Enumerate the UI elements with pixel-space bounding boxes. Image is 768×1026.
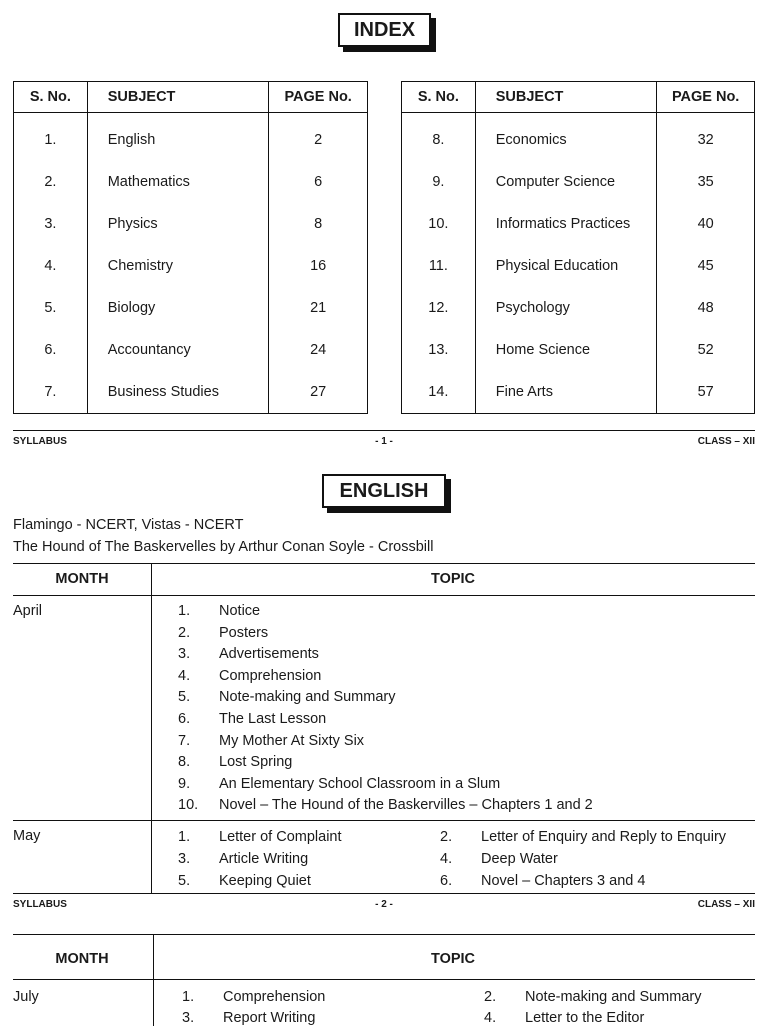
item-number: 5.: [178, 689, 191, 705]
item-text: Comprehension: [219, 668, 322, 684]
item-text: Letter of Complaint: [219, 829, 342, 845]
page-footer: [13, 430, 755, 447]
item-text: Keeping Quiet: [219, 873, 311, 889]
topic-header: TOPIC: [430, 571, 476, 587]
item-text: Note-making and Summary: [219, 689, 396, 705]
index-row: [402, 371, 755, 414]
page-cell: 32: [657, 113, 755, 162]
month-header: MONTH: [55, 571, 109, 587]
item-number: 1.: [178, 829, 191, 845]
item-text: Note-making and Summary: [525, 989, 702, 1005]
month-july: July: [13, 989, 39, 1005]
item-text: Article Writing: [219, 851, 309, 867]
subject-header: SUBJECT: [475, 82, 657, 113]
index-row: [14, 113, 368, 162]
page-footer: [13, 893, 755, 910]
sno-cell: 10.: [402, 203, 476, 245]
sno-cell: 7.: [14, 371, 88, 414]
month-header: MONTH: [55, 951, 109, 967]
index-row: [402, 329, 755, 371]
sno-cell: 3.: [14, 203, 88, 245]
item-text: Novel – The Hound of the Baskervilles – Chapters 1 and 2: [219, 797, 593, 813]
sno-cell: 8.: [402, 113, 476, 162]
page-cell: 24: [269, 329, 368, 371]
item-number: 5.: [178, 873, 191, 889]
page-cell: 35: [657, 161, 755, 203]
item-text: Notice: [219, 603, 261, 619]
page-cell: 2: [269, 113, 368, 162]
page-header: PAGE No.: [269, 82, 368, 113]
column-divider: [153, 934, 154, 1026]
index-row: [14, 245, 368, 287]
footer-class-label: CLASS – XII: [697, 899, 755, 910]
index-row: [14, 329, 368, 371]
item-text: Comprehension: [223, 989, 326, 1005]
index-row: [402, 287, 755, 329]
english-schedule-table: [13, 563, 755, 893]
item-number: 6.: [178, 711, 191, 727]
item-number: 3.: [178, 851, 191, 867]
item-number: 1.: [182, 989, 195, 1005]
item-text: My Mother At Sixty Six: [219, 733, 365, 749]
page-cell: 45: [657, 245, 755, 287]
subject-cell: English: [87, 113, 269, 162]
page-cell: 16: [269, 245, 368, 287]
item-text: Posters: [219, 625, 269, 641]
topic-header: TOPIC: [430, 951, 476, 967]
item-text: Novel – Chapters 3 and 4: [481, 873, 646, 889]
footer-page-number: - 1 -: [375, 436, 393, 447]
index-table-right: [401, 81, 755, 414]
sno-cell: 9.: [402, 161, 476, 203]
subject-cell: Psychology: [475, 287, 657, 329]
page-cell: 27: [269, 371, 368, 414]
page-cell: 52: [657, 329, 755, 371]
index-row: [14, 161, 368, 203]
item-number: 4.: [178, 668, 191, 684]
sno-cell: 11.: [402, 245, 476, 287]
item-number: 1.: [178, 603, 191, 619]
subject-cell: Business Studies: [87, 371, 269, 414]
page-header: PAGE No.: [657, 82, 755, 113]
index-row: [14, 203, 368, 245]
schedule-header-row: [13, 563, 755, 596]
sno-cell: 12.: [402, 287, 476, 329]
item-number: 3.: [182, 1010, 195, 1026]
page-cell: 40: [657, 203, 755, 245]
index-row: [402, 113, 755, 162]
footer-page-number: - 2 -: [375, 899, 393, 910]
item-number: 7.: [178, 733, 191, 749]
page-cell: 48: [657, 287, 755, 329]
page2-schedule-table: [13, 934, 755, 1026]
schedule-header-row: [13, 934, 755, 980]
month-april: April: [13, 603, 43, 619]
item-text: Report Writing: [223, 1010, 316, 1026]
month-may: May: [13, 828, 41, 844]
sno-header: S. No.: [14, 82, 88, 113]
item-number: 2.: [440, 829, 453, 845]
index-row: [402, 245, 755, 287]
book-line: Flamingo - NCERT, Vistas - NCERT: [13, 517, 244, 533]
book-line: The Hound of The Baskervelles by Arthur Conan Soyle - Crossbill: [13, 539, 434, 555]
sno-header: S. No.: [402, 82, 476, 113]
page-cell: 8: [269, 203, 368, 245]
subject-cell: Fine Arts: [475, 371, 657, 414]
item-text: The Last Lesson: [219, 711, 327, 727]
footer-syllabus-label: SYLLABUS: [13, 436, 67, 447]
index-header-row: [402, 82, 755, 113]
sno-cell: 6.: [14, 329, 88, 371]
subject-cell: Physical Education: [475, 245, 657, 287]
footer-class-label: CLASS – XII: [697, 436, 755, 447]
english-title: ENGLISH: [322, 474, 446, 508]
index-row: [402, 161, 755, 203]
item-text: An Elementary School Classroom in a Slum: [219, 776, 501, 792]
subject-cell: Chemistry: [87, 245, 269, 287]
row-divider: [13, 820, 755, 821]
index-title: INDEX: [338, 13, 431, 47]
sno-cell: 13.: [402, 329, 476, 371]
subject-cell: Informatics Practices: [475, 203, 657, 245]
sno-cell: 14.: [402, 371, 476, 414]
item-number: 8.: [178, 754, 191, 770]
index-row: [14, 371, 368, 414]
subject-header: SUBJECT: [87, 82, 269, 113]
item-number: 2.: [178, 625, 191, 641]
item-number: 4.: [440, 851, 453, 867]
subject-cell: Biology: [87, 287, 269, 329]
index-table-left: [13, 81, 368, 414]
sno-cell: 1.: [14, 113, 88, 162]
item-number: 6.: [440, 873, 453, 889]
subject-cell: Economics: [475, 113, 657, 162]
item-number: 4.: [484, 1010, 497, 1026]
column-divider: [151, 563, 152, 893]
subject-cell: Mathematics: [87, 161, 269, 203]
item-number: 3.: [178, 646, 191, 662]
item-text: Lost Spring: [219, 754, 293, 770]
subject-cell: Accountancy: [87, 329, 269, 371]
sno-cell: 4.: [14, 245, 88, 287]
subject-cell: Computer Science: [475, 161, 657, 203]
subject-cell: Home Science: [475, 329, 657, 371]
item-number: 10.: [178, 797, 199, 813]
index-header-row: [14, 82, 368, 113]
index-row: [402, 203, 755, 245]
sno-cell: 5.: [14, 287, 88, 329]
page-cell: 21: [269, 287, 368, 329]
subject-cell: Physics: [87, 203, 269, 245]
item-text: Letter to the Editor: [525, 1010, 645, 1026]
item-text: Advertisements: [219, 646, 319, 662]
page-cell: 57: [657, 371, 755, 414]
item-number: 2.: [484, 989, 497, 1005]
page-cell: 6: [269, 161, 368, 203]
item-text: Deep Water: [481, 851, 558, 867]
item-text: Letter of Enquiry and Reply to Enquiry: [481, 829, 727, 845]
index-row: [14, 287, 368, 329]
footer-syllabus-label: SYLLABUS: [13, 899, 67, 910]
item-number: 9.: [178, 776, 191, 792]
sno-cell: 2.: [14, 161, 88, 203]
